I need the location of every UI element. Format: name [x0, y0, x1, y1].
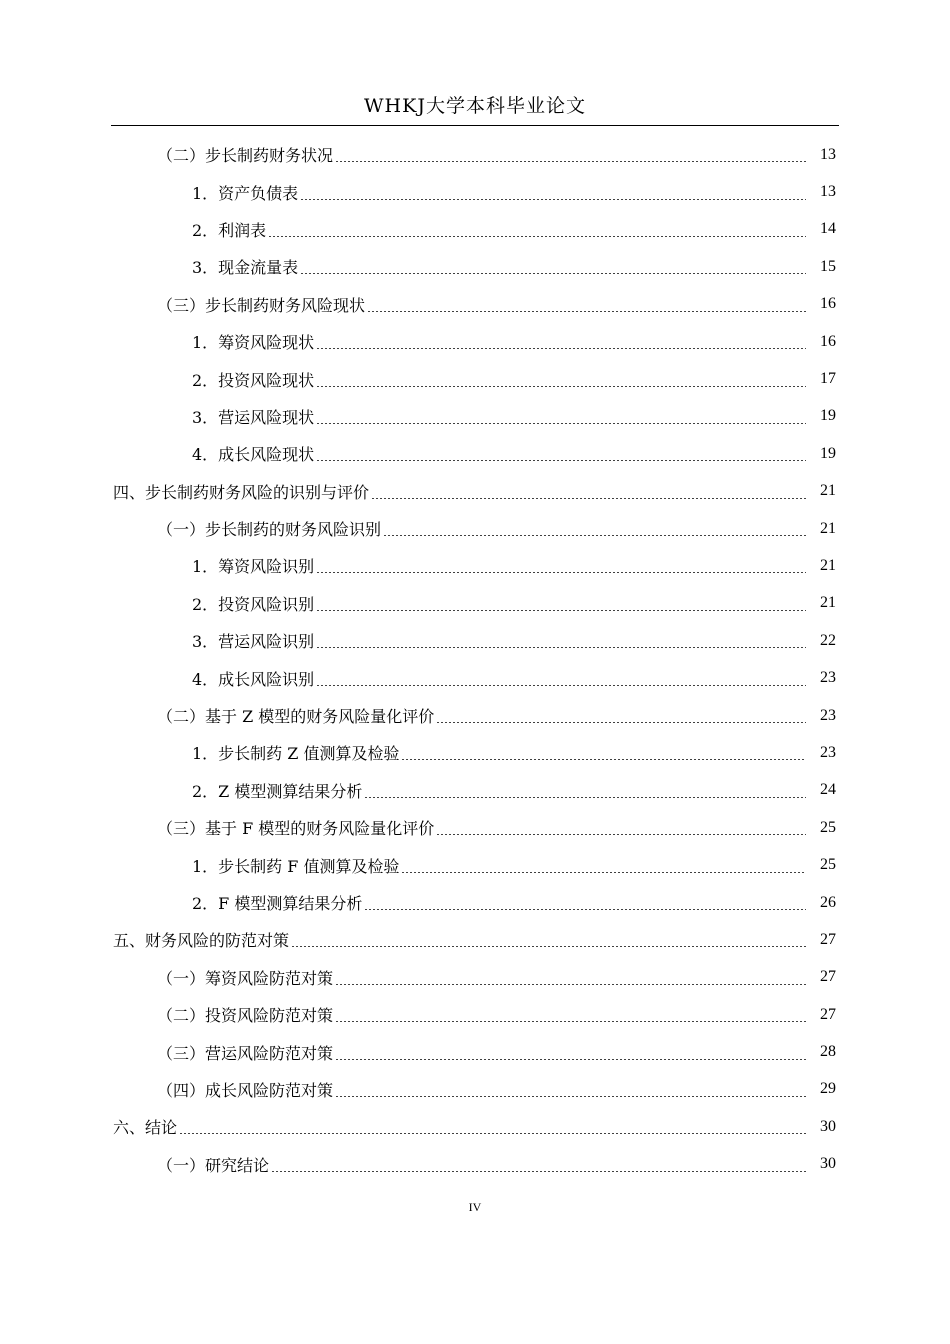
header-rule — [111, 125, 839, 126]
toc-dot-leader — [316, 572, 806, 573]
toc-entry-label: （四）成长风险防范对策 — [157, 1080, 334, 1100]
toc-entry-label: 1．资产负债表 — [192, 183, 299, 203]
toc-dot-leader — [179, 1133, 806, 1134]
toc-entry-label: （三）步长制药财务风险现状 — [157, 295, 366, 315]
toc-entry[interactable] — [0, 996, 950, 1033]
toc-entry-page: 23 — [820, 743, 836, 761]
toc-entry[interactable] — [0, 659, 950, 696]
toc-entry[interactable] — [0, 286, 950, 323]
toc-entry[interactable] — [0, 921, 950, 958]
toc-entry[interactable] — [0, 809, 950, 846]
toc-entry[interactable] — [0, 398, 950, 435]
toc-entry-page: 24 — [820, 781, 836, 799]
toc-dot-leader — [316, 423, 806, 424]
toc-entry-page: 19 — [820, 407, 836, 425]
toc-entry-page: 13 — [820, 145, 836, 163]
toc-entry-label: 4．成长风险识别 — [192, 669, 315, 689]
toc-entry-label: 四、步长制药财务风险的识别与评价 — [113, 482, 370, 502]
page-header-title: WHKJ大学本科毕业论文 — [364, 95, 586, 117]
toc-entry-label: （三）基于 F 模型的财务风险量化评价 — [157, 819, 435, 839]
page-number: IV — [468, 1200, 482, 1214]
toc-entry[interactable] — [0, 473, 950, 510]
toc-entry-label: （一）筹资风险防范对策 — [157, 968, 334, 988]
toc-entry-label: 3．营运风险现状 — [192, 407, 315, 427]
toc-entry[interactable] — [0, 211, 950, 248]
toc-entry[interactable] — [0, 248, 950, 285]
toc-dot-leader — [436, 722, 806, 723]
toc-entry[interactable] — [0, 734, 950, 771]
toc-entry[interactable] — [0, 136, 950, 173]
toc-entry-page: 15 — [820, 257, 836, 275]
toc-entry-page: 30 — [820, 1117, 836, 1135]
toc-entry[interactable] — [0, 697, 950, 734]
toc-entry-page: 16 — [820, 332, 836, 350]
toc-entry[interactable] — [0, 884, 950, 921]
toc-dot-leader — [268, 236, 806, 237]
toc-entry-page: 14 — [820, 220, 836, 238]
toc-entry-label: 五、财务风险的防范对策 — [113, 931, 290, 951]
toc-entry-label: 3．营运风险识别 — [192, 632, 315, 652]
toc-entry[interactable] — [0, 1146, 950, 1183]
toc-dot-leader — [364, 797, 806, 798]
toc-entry-label: 1．步长制药 F 值测算及检验 — [192, 856, 400, 876]
toc-entry-label: 1．筹资风险识别 — [192, 557, 315, 577]
toc-entry[interactable] — [0, 360, 950, 397]
toc-entry[interactable] — [0, 772, 950, 809]
toc-entry-label: 2．利润表 — [192, 220, 267, 240]
toc-entry-page: 27 — [820, 930, 836, 948]
toc-entry-page: 16 — [820, 295, 836, 313]
toc-entry-page: 21 — [820, 519, 836, 537]
toc-entry-label: 3．现金流量表 — [192, 258, 299, 278]
toc-entry-page: 27 — [820, 968, 836, 986]
toc-entry-page: 21 — [820, 482, 836, 500]
toc-entry-label: 六、结论 — [113, 1118, 178, 1138]
toc-entry-label: 4．成长风险现状 — [192, 445, 315, 465]
toc-entry-page: 23 — [820, 669, 836, 687]
toc-entry[interactable] — [0, 1033, 950, 1070]
table-of-contents — [0, 136, 950, 1183]
toc-dot-leader — [300, 199, 806, 200]
toc-entry-page: 27 — [820, 1005, 836, 1023]
toc-entry[interactable] — [0, 585, 950, 622]
toc-entry-label: （三）营运风险防范对策 — [157, 1043, 334, 1063]
toc-dot-leader — [401, 759, 806, 760]
toc-entry[interactable] — [0, 959, 950, 996]
toc-dot-leader — [271, 1171, 806, 1172]
toc-entry-page: 19 — [820, 444, 836, 462]
toc-entry[interactable] — [0, 323, 950, 360]
toc-entry-label: （二）基于 Z 模型的财务风险量化评价 — [157, 707, 435, 727]
toc-dot-leader — [316, 685, 806, 686]
toc-entry-label: 2．Z 模型测算结果分析 — [192, 781, 363, 801]
toc-entry-label: 2．F 模型测算结果分析 — [192, 894, 363, 913]
toc-entry-label: 1．步长制药 Z 值测算及检验 — [192, 744, 400, 764]
toc-entry-label: 2．投资风险现状 — [192, 370, 315, 390]
toc-entry-page: 25 — [820, 856, 836, 874]
toc-entry[interactable] — [0, 435, 950, 472]
toc-entry-page: 21 — [820, 556, 836, 574]
toc-dot-leader — [401, 872, 806, 873]
toc-entry-label: 2．投资风险识别 — [192, 594, 315, 614]
toc-dot-leader — [436, 834, 806, 835]
toc-dot-leader — [300, 273, 806, 274]
toc-entry-page: 29 — [820, 1080, 836, 1098]
toc-dot-leader — [371, 498, 806, 499]
toc-dot-leader — [367, 311, 806, 312]
toc-entry-label: （一）步长制药的财务风险识别 — [157, 520, 382, 540]
toc-dot-leader — [316, 647, 806, 648]
toc-entry[interactable] — [0, 510, 950, 547]
toc-dot-leader — [316, 386, 806, 387]
toc-entry-page: 25 — [820, 818, 836, 836]
toc-entry[interactable] — [0, 173, 950, 210]
toc-dot-leader — [335, 161, 806, 162]
toc-dot-leader — [316, 610, 806, 611]
toc-dot-leader — [335, 984, 806, 985]
toc-entry-page: 22 — [820, 631, 836, 649]
toc-dot-leader — [291, 946, 806, 947]
toc-dot-leader — [335, 1021, 806, 1022]
toc-entry-page: 21 — [820, 594, 836, 612]
toc-entry-label: 1．筹资风险现状 — [192, 333, 315, 353]
toc-entry[interactable] — [0, 622, 950, 659]
toc-entry[interactable] — [0, 846, 950, 883]
toc-entry-page: 23 — [820, 706, 836, 724]
toc-dot-leader — [364, 909, 806, 910]
toc-dot-leader — [316, 460, 806, 461]
toc-entry-page: 26 — [820, 893, 836, 911]
toc-dot-leader — [335, 1096, 806, 1097]
toc-entry[interactable] — [0, 1108, 950, 1145]
toc-entry-page: 17 — [820, 370, 836, 388]
toc-entry[interactable] — [0, 1071, 950, 1108]
toc-entry[interactable] — [0, 547, 950, 584]
toc-entry-page: 30 — [820, 1155, 836, 1173]
toc-entry-page: 28 — [820, 1043, 836, 1061]
toc-dot-leader — [316, 348, 806, 349]
toc-entry-label: （一）研究结论 — [157, 1155, 270, 1175]
toc-entry-label: （二）步长制药财务状况 — [157, 146, 334, 166]
toc-entry-page: 13 — [820, 183, 836, 201]
toc-dot-leader — [335, 1059, 806, 1060]
toc-dot-leader — [383, 535, 806, 536]
toc-entry-label: （二）投资风险防范对策 — [157, 1006, 334, 1026]
